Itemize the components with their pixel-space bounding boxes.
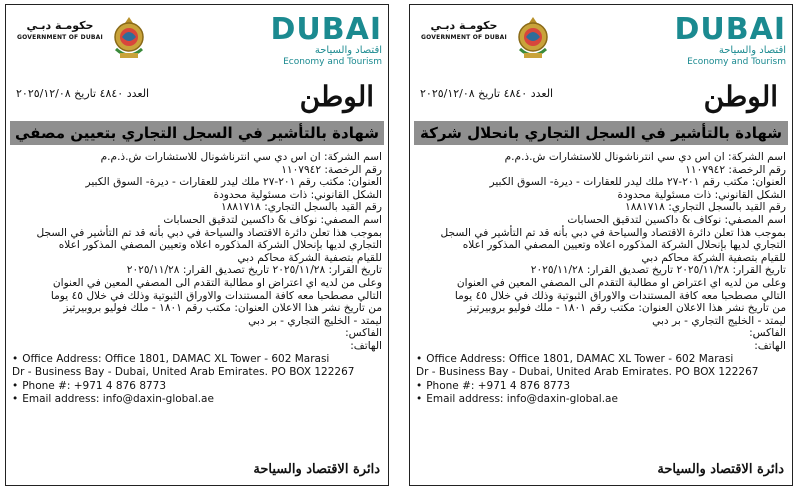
dubai-english-subtitle: Economy and Tourism [283,57,382,67]
gov-english: GOVERNMENT OF DUBAI [17,34,103,41]
issuer-footer: دائرة الاقتصاد والسياحة [657,462,784,477]
dubai-wordmark: DUBAI [270,12,382,47]
objection-line: وعلى من لديه اي اعتراض او مطالبة التقدم الى المصفي المعين في العنوان [456,276,786,289]
liquidator-address-line: ليمتد - الخليج التجاري - بر دبي [248,314,382,327]
dubai-arabic-subtitle: اقتصاد والسياحة [314,45,382,56]
announcement-line: التجاري لديها بإنحلال الشركة المذكوره اعلاه وتعيين المصفي المذكور اعلاه [58,239,382,252]
address-line: العنوان: مكتب رقم ٢٠١-٢٧ ملك ليدر للعقارات - ديرة- السوق الكبير [85,176,382,189]
gov-arabic: حكومـة دبـي [26,19,94,32]
email-en: • Email address: info@daxin-global.ae [416,393,618,406]
issuer-footer: دائرة الاقتصاد والسياحة [253,462,380,477]
company-name-line: اسم الشركة: ان اس دي سي انترناشونال للاستشارات ش.ذ.م.م [504,151,786,163]
notice-title: شهادة بالتأشير في السجل التجاري بتعيين مصفي [10,121,384,145]
license-line: رقم الرخصة: ١١٠٧٩٤٢ [281,163,382,176]
issue-line: العدد ٤٨٤٠ تاريخ ٢٠٢٥/١٢/٠٨ [420,87,554,100]
dubai-arabic-subtitle: اقتصاد والسياحة [718,45,786,56]
newspaper-name: الوطن [703,80,778,113]
office-address-en-cont: Dr - Business Bay - Dubai, United Arab Emirates. PO BOX 122267 [416,366,759,379]
legal-form-line: الشكل القانوني: ذات مسئولية محدودة [213,188,382,201]
phone-en: • Phone #: +971 4 876 8773 [12,379,167,392]
dubai-emblem-icon [514,15,552,63]
announcement-line: التجاري لديها بإنحلال الشركة المذكوره اعلاه وتعيين المصفي المذكور اعلاه [462,239,786,252]
fax-line: الفاكس: [345,327,382,340]
phone-en: • Phone #: +971 4 876 8773 [416,379,571,392]
masthead [410,5,792,77]
masthead [6,5,388,77]
announcement-line: للقيام بتصفية الشركة محاكم دبي [237,251,382,264]
dubai-emblem-icon [110,15,148,63]
issue-line: العدد ٤٨٤٠ تاريخ ٢٠٢٥/١٢/٠٨ [16,87,150,100]
phone-label-line: الهاتف: [350,339,382,352]
liquidator-address-line: ليمتد - الخليج التجاري - بر دبي [652,314,786,327]
newspaper-name: الوطن [299,80,374,113]
government-of-dubai [14,19,106,42]
liquidator-line: اسم المصفي: نوكاف & داكسين لتدقيق الحسابات [163,213,382,226]
license-line: رقم الرخصة: ١١٠٧٩٤٢ [685,163,786,176]
notice-liquidation [409,4,793,486]
objection-line: وعلى من لديه اي اعتراض او مطالبة التقدم الى المصفي المعين في العنوان [52,276,382,289]
email-en: • Email address: info@daxin-global.ae [12,393,214,406]
legal-form-line: الشكل القانوني: ذات مسئولية محدودة [617,188,786,201]
dubai-wordmark: DUBAI [674,12,786,47]
decision-date-line: تاريخ القرار: ٢٠٢٥/١١/٢٨ تاريخ تصديق القرار: ٢٠٢٥/١١/٢٨ [126,264,382,277]
office-address-en: • Office Address: Office 1801, DAMAC XL Tower - 602 Marasi [12,352,330,365]
phone-label-line: الهاتف: [754,339,786,352]
objection-line: من تاريخ نشر هذا الاعلان العنوان: مكتب رقم ١٨٠١ - ملك فوليو بروبيرتيز [467,302,786,315]
objection-line: التالي مصطحبا معه كافة المستندات والاوراق الثبوتية وذلك في خلال ٤٥ يوما [50,289,382,302]
company-name-line: اسم الشركة: ان اس دي سي انترناشونال للاستشارات ش.ذ.م.م [100,151,382,163]
address-line: العنوان: مكتب رقم ٢٠١-٢٧ ملك ليدر للعقارات - ديرة- السوق الكبير [489,176,786,189]
announcement-line: بموجب هذا تعلن دائرة الاقتصاد والسياحة في دبي بأنه قد تم التأشير في السجل [36,226,382,239]
decision-date-line: تاريخ القرار: ٢٠٢٥/١١/٢٨ تاريخ تصديق القرار: ٢٠٢٥/١١/٢٨ [530,264,786,277]
dubai-english-subtitle: Economy and Tourism [687,57,786,67]
announcement-line: للقيام بتصفية الشركة محاكم دبي [641,251,786,264]
government-of-dubai [418,19,510,42]
dubai-economy-logo [668,12,786,68]
registry-line: رقم القيد بالسجل التجاري: ١٨٨١٧١٨ [221,201,382,214]
office-address-en-cont: Dr - Business Bay - Dubai, United Arab Emirates. PO BOX 122267 [12,366,355,379]
notice-liquidator-appointment [5,4,389,486]
office-address-en: • Office Address: Office 1801, DAMAC XL Tower - 602 Marasi [416,352,734,365]
notice-title: شهادة بالتأشير في السجل التجاري بانحلال شركة [414,121,788,145]
fax-line: الفاكس: [749,327,786,340]
notice-body [12,151,382,407]
gov-english: GOVERNMENT OF DUBAI [421,34,507,41]
dubai-economy-logo [264,12,382,68]
liquidator-line: اسم المصفي: نوكاف & داكسين لتدقيق الحسابات [567,213,786,226]
announcement-line: بموجب هذا تعلن دائرة الاقتصاد والسياحة في دبي بأنه قد تم التأشير في السجل [440,226,786,239]
registry-line: رقم القيد بالسجل التجاري: ١٨٨١٧١٨ [625,201,786,214]
objection-line: التالي مصطحبا معه كافة المستندات والاوراق الثبوتية وذلك في خلال ٤٥ يوما [454,289,786,302]
objection-line: من تاريخ نشر هذا الاعلان العنوان: مكتب رقم ١٨٠١ - ملك فوليو بروبيرتيز [63,302,382,315]
gov-arabic: حكومـة دبـي [430,19,498,32]
notice-body [416,151,786,407]
